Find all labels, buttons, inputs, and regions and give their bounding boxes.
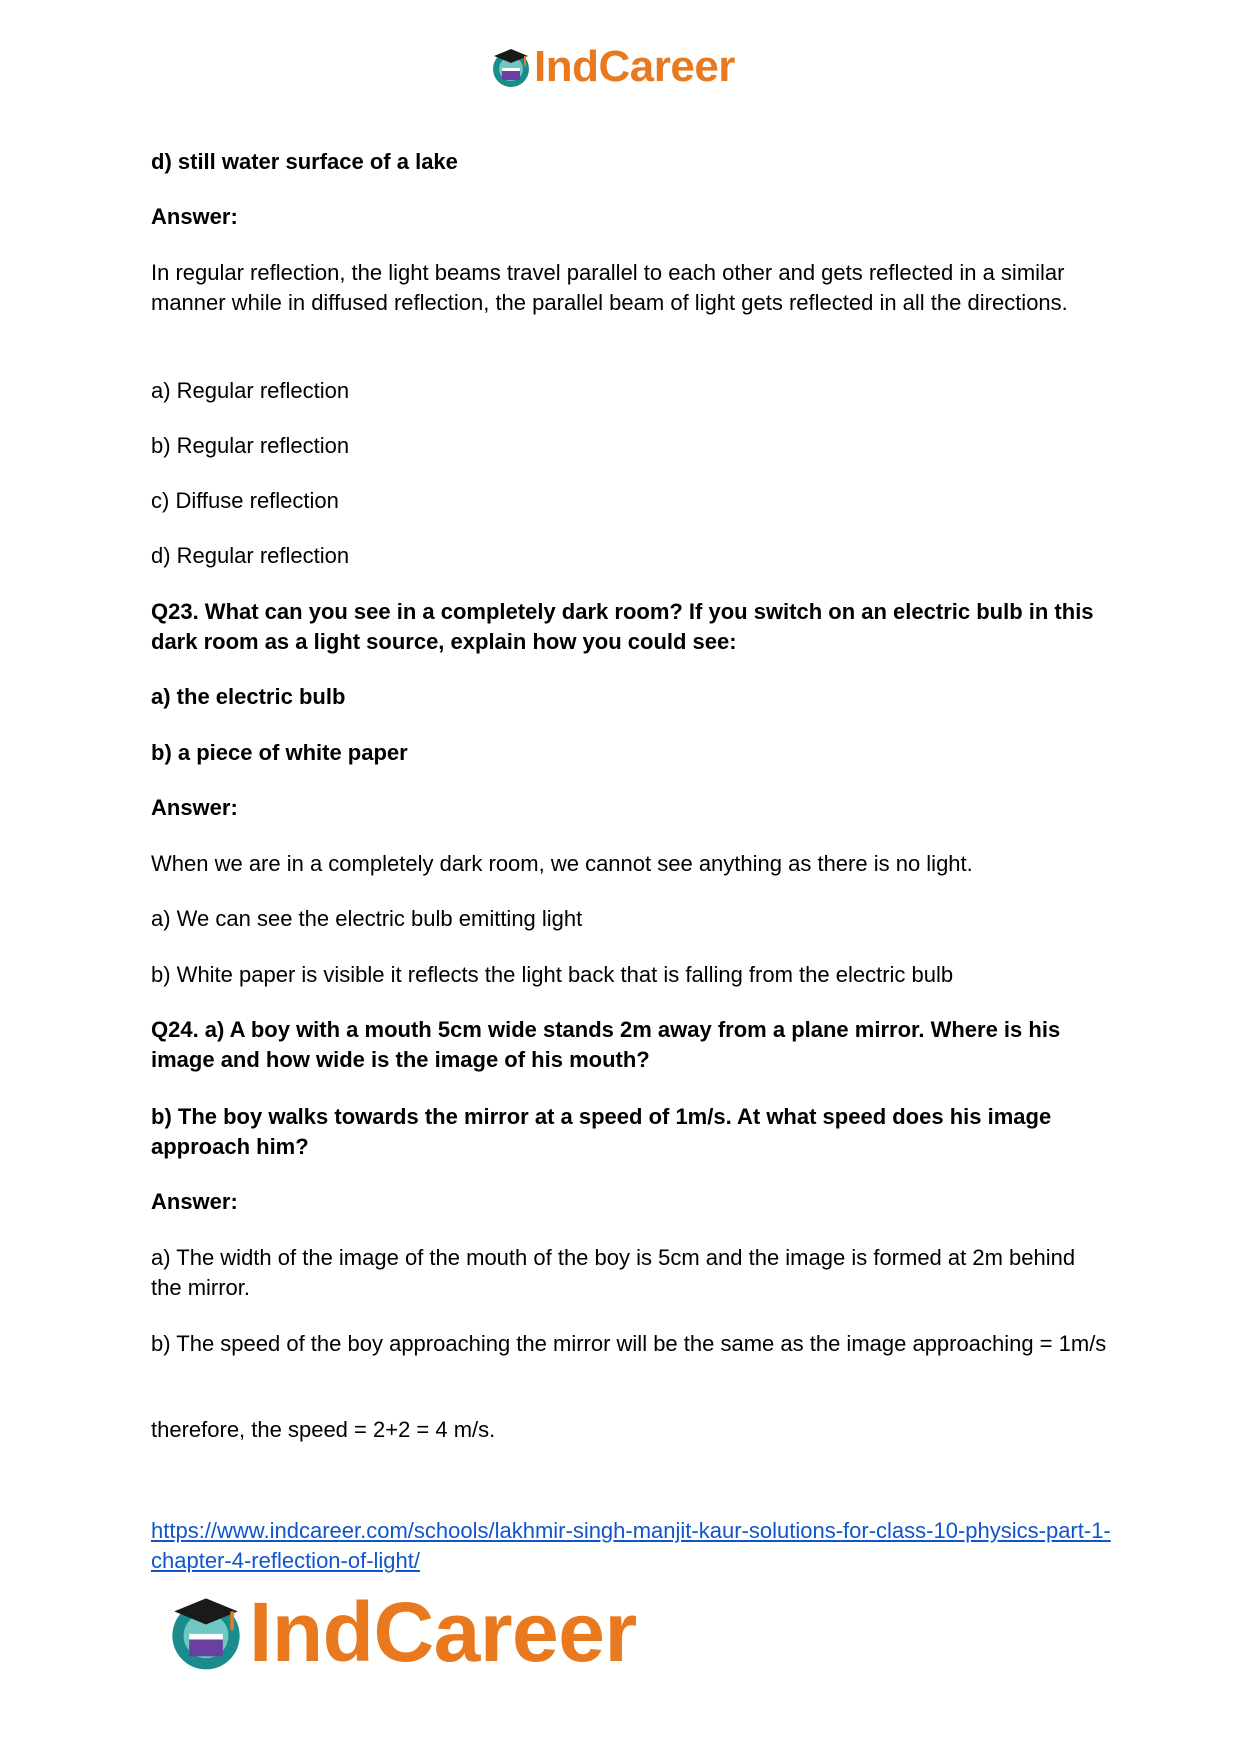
paragraph: d) still water surface of a lake	[151, 149, 458, 174]
paragraph: Answer:	[151, 795, 238, 820]
footer-logo	[163, 1587, 637, 1677]
graduation-cap-icon	[488, 44, 534, 90]
paragraph: b) The boy walks towards the mirror at a speed of 1m/s. At what speed does his image approach him?	[151, 1104, 1052, 1159]
paragraph: Q24. a) A boy with a mouth 5cm wide stands 2m away from a plane mirror. Where is his image and how wide is the image of his mouth?	[151, 1017, 1061, 1072]
paragraph: c) Diffuse reflection	[151, 488, 339, 513]
paragraph: b) White paper is visible it reflects the light back that is falling from the electric bulb	[151, 962, 954, 987]
paragraph: When we are in a completely dark room, we cannot see anything as there is no light.	[151, 851, 973, 876]
paragraph: Answer:	[151, 1189, 238, 1214]
paragraph: In regular reflection, the light beams travel parallel to each other and gets reflected in a similar manner while in diffused reflection, the parallel beam of light gets reflected in all the directions.	[151, 260, 1068, 315]
paragraph: b) a piece of white paper	[151, 740, 408, 765]
footer-logo-text: IndCareer	[249, 1585, 637, 1679]
paragraph: a) Regular reflection	[151, 378, 350, 403]
graduation-cap-icon	[163, 1589, 249, 1675]
paragraph: Answer:	[151, 204, 238, 229]
source-link[interactable]: https://www.indcareer.com/schools/lakhmir-singh-manjit-kaur-solutions-for-class-10-physics-part-1-chapter-4-reflection-of-light/	[151, 1518, 1111, 1573]
paragraph: b) Regular reflection	[151, 433, 350, 458]
paragraph: d) Regular reflection	[151, 543, 350, 568]
header-logo-text: IndCareer	[534, 42, 735, 91]
paragraph: a) the electric bulb	[151, 684, 346, 709]
header-logo	[488, 42, 735, 92]
paragraph: a) The width of the image of the mouth of the boy is 5cm and the image is formed at 2m behind the mirror.	[151, 1245, 1076, 1300]
paragraph: Q23. What can you see in a completely dark room? If you switch on an electric bulb in this dark room as a light source, explain how you could see:	[151, 599, 1094, 654]
paragraph: a) We can see the electric bulb emitting light	[151, 906, 583, 931]
paragraph: b) The speed of the boy approaching the mirror will be the same as the image approaching = 1m/s	[151, 1331, 1107, 1356]
paragraph: therefore, the speed = 2+2 = 4 m/s.	[151, 1417, 496, 1442]
